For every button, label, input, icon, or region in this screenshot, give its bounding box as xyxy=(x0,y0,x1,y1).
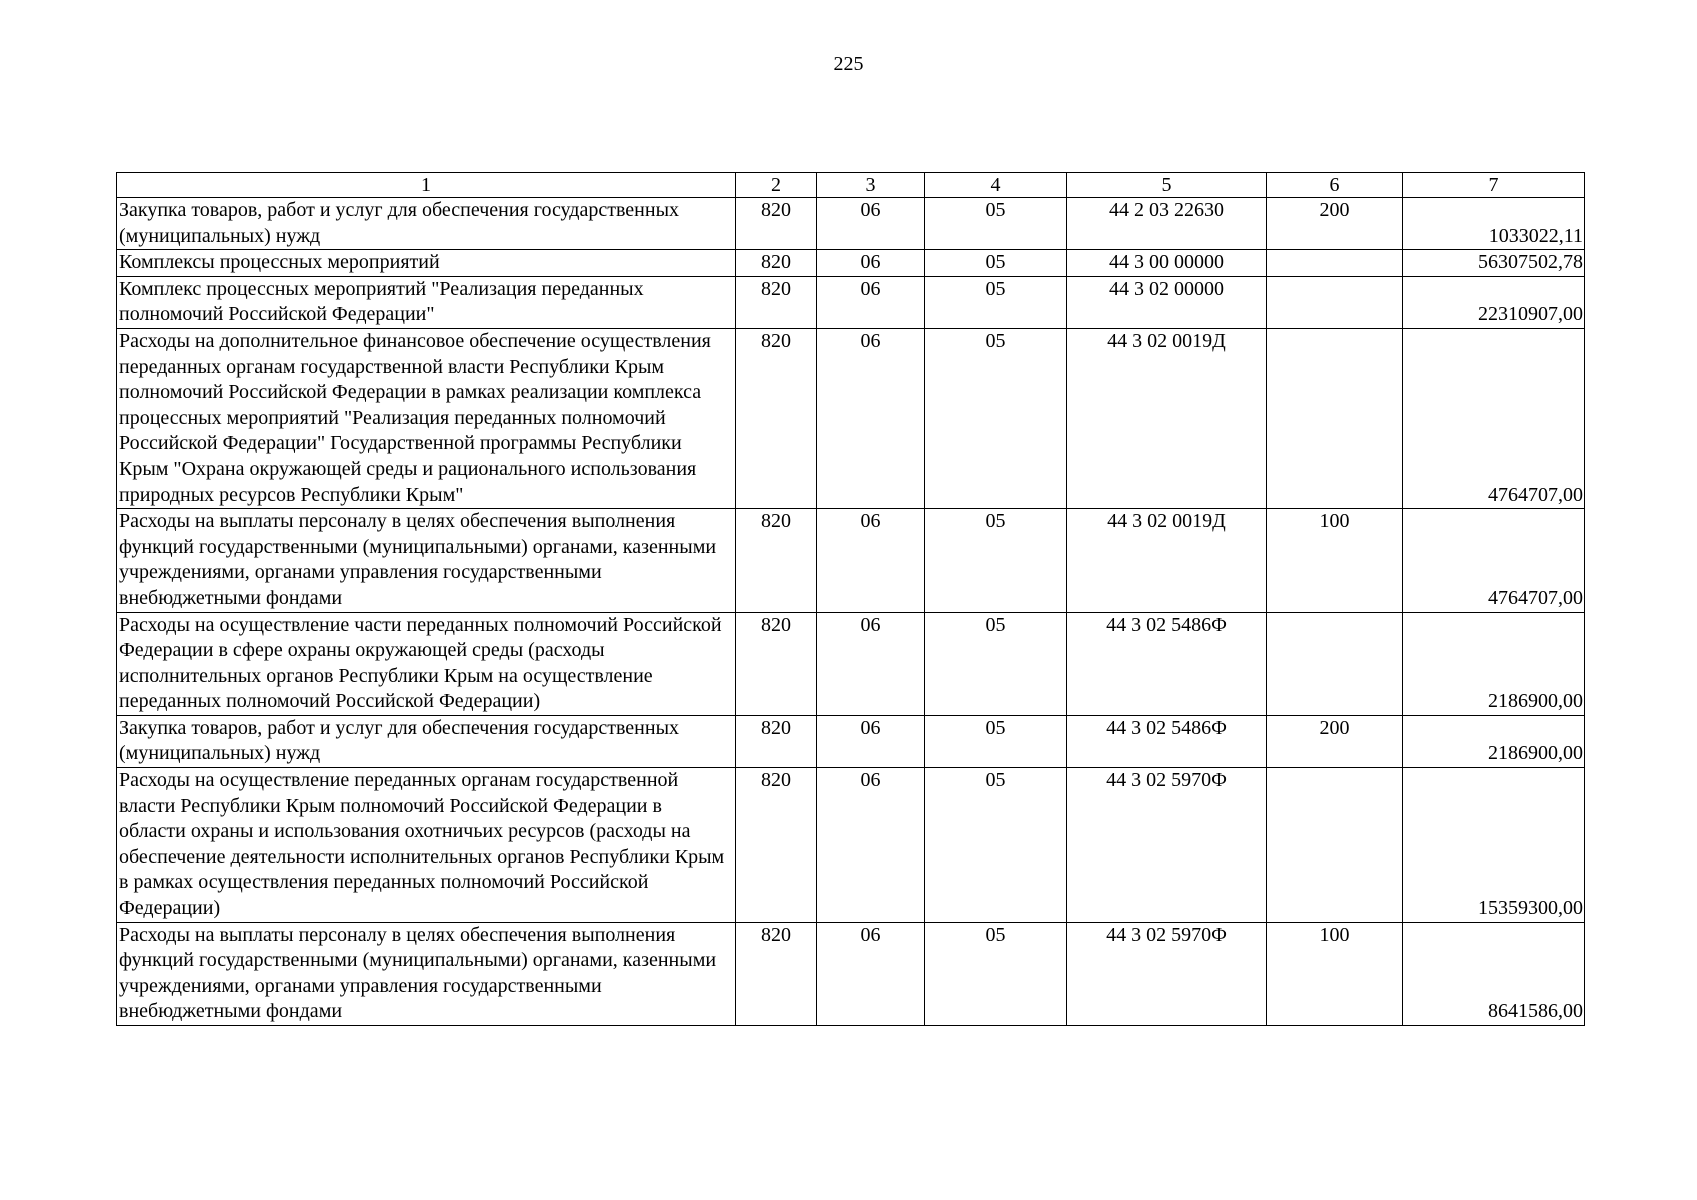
column-number-header: 4 xyxy=(925,173,1067,198)
column-number-row xyxy=(117,173,1585,198)
subsection-code-cell: 05 xyxy=(925,250,1067,277)
row-name-cell: Расходы на выплаты персоналу в целях обеспечения выполнения функций государственными (муниципальными) органами, казенными учреждениями, органами управления государственными внебюджетными фондами xyxy=(117,509,736,612)
section-code-cell: 06 xyxy=(817,768,925,923)
expense-type-cell: 100 xyxy=(1267,509,1403,612)
subsection-code-cell: 05 xyxy=(925,328,1067,508)
target-article-cell: 44 3 02 5486Ф xyxy=(1067,715,1267,767)
row-name-cell: Комплексы процессных мероприятий xyxy=(117,250,736,277)
target-article-cell: 44 3 02 5970Ф xyxy=(1067,922,1267,1025)
budget-table xyxy=(116,172,1585,1026)
subsection-code-cell: 05 xyxy=(925,612,1067,715)
department-code-cell: 820 xyxy=(736,276,817,328)
row-name-cell: Закупка товаров, работ и услуг для обеспечения государственных (муниципальных) нужд xyxy=(117,715,736,767)
column-number-header: 1 xyxy=(117,173,736,198)
section-code-cell: 06 xyxy=(817,612,925,715)
section-code-cell: 06 xyxy=(817,922,925,1025)
section-code-cell: 06 xyxy=(817,715,925,767)
column-number-header: 2 xyxy=(736,173,817,198)
department-code-cell: 820 xyxy=(736,250,817,277)
amount-cell: 22310907,00 xyxy=(1403,276,1585,328)
target-article-cell: 44 3 02 5486Ф xyxy=(1067,612,1267,715)
table-row xyxy=(117,276,1585,328)
table-row xyxy=(117,328,1585,508)
department-code-cell: 820 xyxy=(736,612,817,715)
expense-type-cell xyxy=(1267,328,1403,508)
department-code-cell: 820 xyxy=(736,328,817,508)
expense-type-cell: 100 xyxy=(1267,922,1403,1025)
target-article-cell: 44 3 02 0019Д xyxy=(1067,328,1267,508)
target-article-cell: 44 2 03 22630 xyxy=(1067,198,1267,250)
department-code-cell: 820 xyxy=(736,768,817,923)
expense-type-cell xyxy=(1267,250,1403,277)
expense-type-cell: 200 xyxy=(1267,198,1403,250)
amount-cell: 8641586,00 xyxy=(1403,922,1585,1025)
subsection-code-cell: 05 xyxy=(925,922,1067,1025)
page-number: 225 xyxy=(833,53,864,75)
table-row xyxy=(117,198,1585,250)
table-row xyxy=(117,612,1585,715)
amount-cell: 56307502,78 xyxy=(1403,250,1585,277)
expense-type-cell xyxy=(1267,276,1403,328)
expense-type-cell: 200 xyxy=(1267,715,1403,767)
table-row xyxy=(117,922,1585,1025)
department-code-cell: 820 xyxy=(736,715,817,767)
subsection-code-cell: 05 xyxy=(925,509,1067,612)
section-code-cell: 06 xyxy=(817,198,925,250)
amount-cell: 1033022,11 xyxy=(1403,198,1585,250)
subsection-code-cell: 05 xyxy=(925,276,1067,328)
target-article-cell: 44 3 02 0019Д xyxy=(1067,509,1267,612)
table-row xyxy=(117,768,1585,923)
row-name-cell: Расходы на дополнительное финансовое обеспечение осуществления переданных органам государственной власти Республики Крым полномочий Российской Федерации в рамках реализации комплекса процессных мероприятий "Реализация переданных полномочий Российской Федерации" Государственной программы Республики Крым "Охрана окружающей среды и рационального использования природных ресурсов Республики Крым" xyxy=(117,328,736,508)
table-row xyxy=(117,509,1585,612)
column-number-header: 5 xyxy=(1067,173,1267,198)
column-number-header: 7 xyxy=(1403,173,1585,198)
target-article-cell: 44 3 00 00000 xyxy=(1067,250,1267,277)
row-name-cell: Расходы на осуществление части переданных полномочий Российской Федерации в сфере охраны окружающей среды (расходы исполнительных органов Республики Крым на осуществление переданных полномочий Российской Федерации) xyxy=(117,612,736,715)
subsection-code-cell: 05 xyxy=(925,198,1067,250)
department-code-cell: 820 xyxy=(736,509,817,612)
row-name-cell: Расходы на выплаты персоналу в целях обеспечения выполнения функций государственными (муниципальными) органами, казенными учреждениями, органами управления государственными внебюджетными фондами xyxy=(117,922,736,1025)
amount-cell: 2186900,00 xyxy=(1403,612,1585,715)
table-row xyxy=(117,250,1585,277)
row-name-cell: Комплекс процессных мероприятий "Реализация переданных полномочий Российской Федерации" xyxy=(117,276,736,328)
table-row xyxy=(117,715,1585,767)
subsection-code-cell: 05 xyxy=(925,768,1067,923)
column-number-header: 3 xyxy=(817,173,925,198)
subsection-code-cell: 05 xyxy=(925,715,1067,767)
section-code-cell: 06 xyxy=(817,250,925,277)
department-code-cell: 820 xyxy=(736,922,817,1025)
expense-type-cell xyxy=(1267,612,1403,715)
amount-cell: 4764707,00 xyxy=(1403,509,1585,612)
section-code-cell: 06 xyxy=(817,509,925,612)
section-code-cell: 06 xyxy=(817,276,925,328)
expense-type-cell xyxy=(1267,768,1403,923)
amount-cell: 2186900,00 xyxy=(1403,715,1585,767)
section-code-cell: 06 xyxy=(817,328,925,508)
target-article-cell: 44 3 02 00000 xyxy=(1067,276,1267,328)
amount-cell: 15359300,00 xyxy=(1403,768,1585,923)
row-name-cell: Закупка товаров, работ и услуг для обеспечения государственных (муниципальных) нужд xyxy=(117,198,736,250)
row-name-cell: Расходы на осуществление переданных органам государственной власти Республики Крым полномочий Российской Федерации в области охраны и использования охотничьих ресурсов (расходы на обеспечение деятельности исполнительных органов Республики Крым в рамках осуществления переданных полномочий Российской Федерации) xyxy=(117,768,736,923)
target-article-cell: 44 3 02 5970Ф xyxy=(1067,768,1267,923)
column-number-header: 6 xyxy=(1267,173,1403,198)
department-code-cell: 820 xyxy=(736,198,817,250)
amount-cell: 4764707,00 xyxy=(1403,328,1585,508)
